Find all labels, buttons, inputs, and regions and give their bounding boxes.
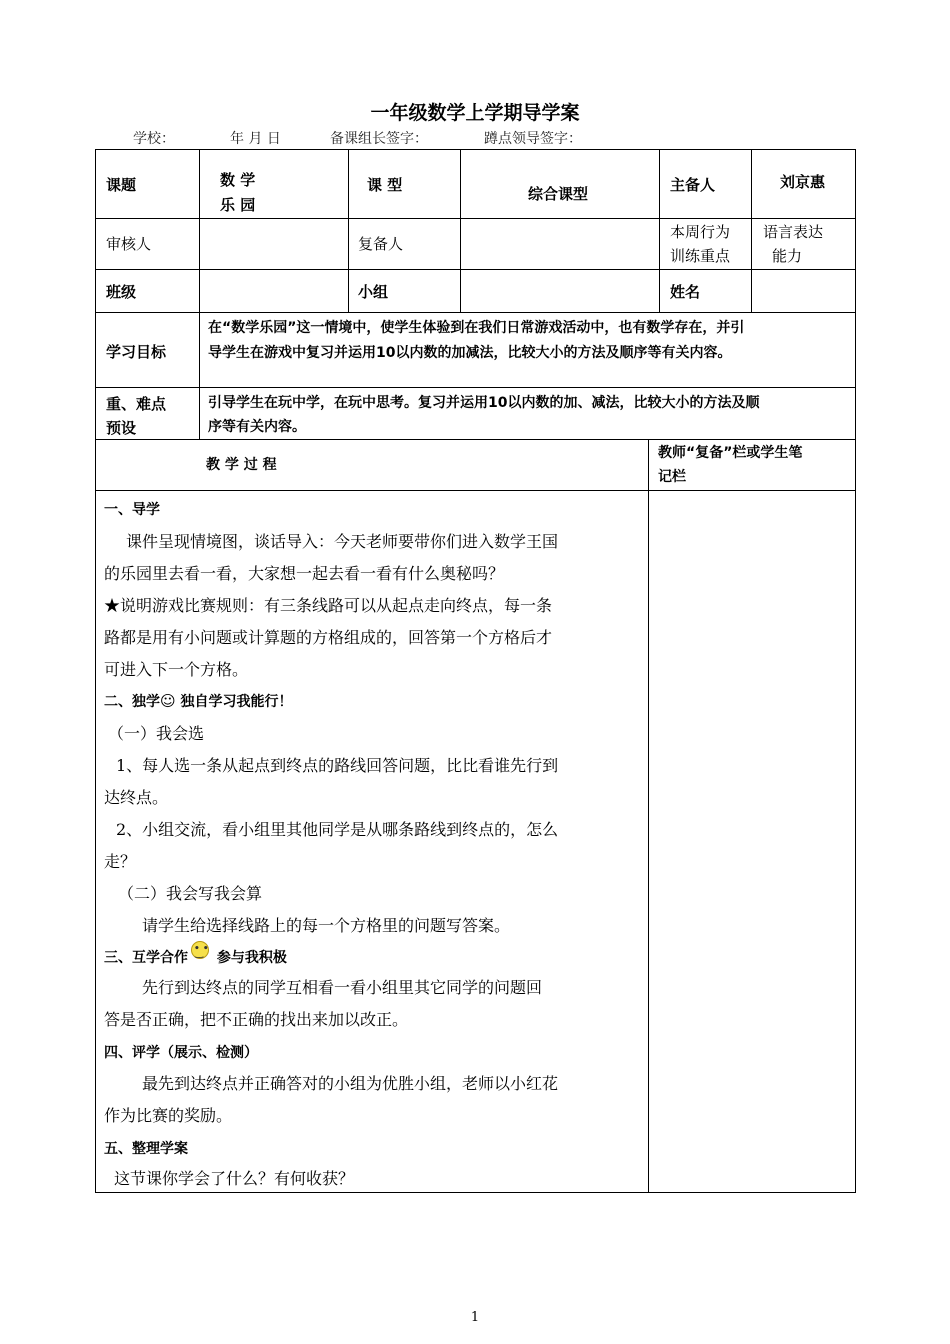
section-summary-text: 这节课你学会了什么？有何收获？ — [114, 1169, 355, 1188]
main-preparer-label: 主备人 — [670, 176, 716, 194]
supervisor-sign-label: 蹲点领导签字： — [484, 131, 582, 147]
section-evaluation-heading: 四、评学（展示、检测） — [104, 1045, 258, 1061]
weekly-focus-value-line1: 语言表达 — [763, 223, 824, 241]
section-cooperation-line2: 答是否正确，把不正确的找出来加以改正。 — [104, 1010, 409, 1029]
page-title: 一年级数学上学期导学案 — [370, 102, 580, 124]
school-label: 学校： — [133, 131, 175, 147]
key-points-line1: 引导学生在玩中学，在玩中思考。复习并运用10以内数的加、减法，比较大小的方法及顺 — [208, 395, 760, 411]
task2-line1: 2、小组交流，看小组里其他同学是从哪条路线到终点的，怎么 — [116, 820, 559, 839]
teaching-process-header: 教 学 过 程 — [206, 457, 277, 473]
task1-line1: 1、每人选一条从起点到终点的路线回答问题，比比看谁先行到 — [116, 756, 559, 775]
subsection-write-calc: （二）我会写我会算 — [118, 884, 263, 903]
section-guided-para1-line2: 的乐园里去看一看，大家想一起去看一看有什么奥秘吗？ — [104, 564, 505, 583]
notes-column-header-line1: 教师“复备”栏或学生笔 — [658, 445, 803, 461]
weekly-focus-value-line2: 能力 — [772, 247, 803, 265]
section-cooperation-line1: 先行到达终点的同学互相看一看小组里其它同学的问题回 — [142, 978, 543, 997]
name-label: 姓名 — [670, 283, 701, 301]
section-guided-para2-line3: 可进入下一个方格。 — [104, 660, 249, 679]
subsection-write-calc-text: 请学生给选择线路上的每一个方格里的问题写答案。 — [142, 916, 511, 935]
section-guided-para2-line1: ★说明游戏比赛规则：有三条线路可以从起点走向终点，每一条 — [104, 596, 553, 615]
weekly-focus-label-line1: 本周行为 — [670, 223, 731, 241]
section-cooperation-slogan: 参与我积极 — [216, 950, 287, 966]
section-evaluation-line2: 作为比赛的奖励。 — [104, 1106, 233, 1125]
lesson-type-label: 课 型 — [367, 176, 403, 194]
class-label: 班级 — [106, 283, 137, 301]
section-cooperation-title: 三、互学合作 — [104, 950, 188, 966]
section-summary-heading: 五、整理学案 — [104, 1141, 188, 1157]
notes-column-header-line2: 记栏 — [658, 469, 686, 485]
learning-goals-line2: 导学生在游戏中复习并运用10以内数的加减法，比较大小的方法及顺序等有关内容。 — [208, 345, 732, 361]
section-self-study-heading — [104, 691, 293, 712]
lesson-type-value: 综合课型 — [528, 185, 589, 203]
key-points-label-line1: 重、难点 — [106, 395, 167, 413]
topic-label: 课题 — [106, 176, 137, 194]
key-points-label-line2: 预设 — [106, 419, 137, 437]
section-cooperation-heading — [104, 947, 287, 968]
task2-line2: 走？ — [104, 852, 137, 871]
weekly-focus-label-line2: 训练重点 — [670, 247, 731, 265]
section-guided-para2-line2: 路都是用有小问题或计算题的方格组成的，回答第一个方格后才 — [104, 628, 553, 647]
subsection-choose: （一）我会选 — [108, 724, 205, 743]
section-self-study-title: 二、独学 — [104, 694, 160, 710]
topic-value-line1: 数 学 — [220, 171, 256, 189]
co-preparer-label: 复备人 — [358, 235, 404, 253]
learning-goals-line1: 在“数学乐园”这一情境中，使学生体验到在我们日常游戏活动中，也有数学存在，并引 — [208, 320, 745, 336]
leader-sign-label: 备课组长签字： — [330, 131, 428, 147]
group-label: 小组 — [358, 283, 389, 301]
learning-goals-label: 学习目标 — [106, 343, 167, 361]
section-evaluation-line1: 最先到达终点并正确答对的小组为优胜小组，老师以小红花 — [142, 1074, 559, 1093]
page-number: 1 — [470, 1310, 480, 1325]
date-label: 年 月 日 — [230, 131, 281, 147]
section-self-study-slogan: 独自学习我能行！ — [180, 694, 293, 710]
reviewer-label: 审核人 — [106, 235, 152, 253]
section-guided-heading: 一、导学 — [104, 502, 160, 518]
lesson-plan-table — [95, 149, 856, 1193]
main-preparer-value: 刘京惠 — [780, 173, 826, 191]
signature-line — [0, 128, 950, 148]
topic-value-line2: 乐 园 — [220, 196, 256, 214]
smiley-face-icon — [191, 941, 209, 959]
task1-line2: 达终点。 — [104, 788, 169, 807]
key-points-line2: 序等有关内容。 — [208, 419, 306, 435]
smiley-icon: ☺ — [160, 692, 176, 710]
section-guided-para1-line1: 课件呈现情境图，谈话导入：今天老师要带你们进入数学王国 — [126, 532, 559, 551]
